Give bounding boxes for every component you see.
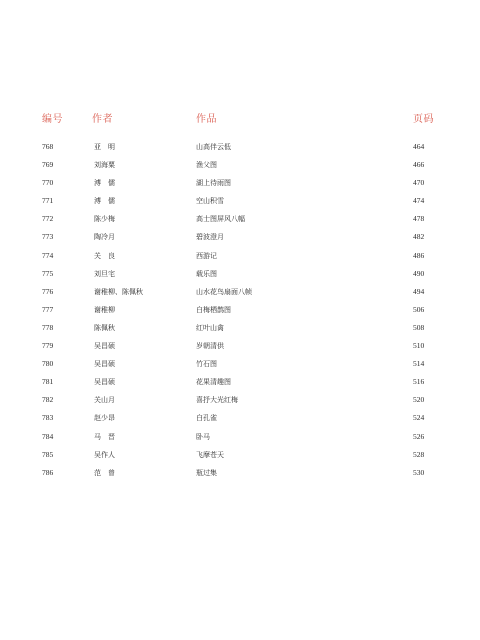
row-work: 湖上待雨图 bbox=[196, 179, 231, 188]
row-page: 508 bbox=[413, 322, 425, 332]
table-row bbox=[0, 287, 480, 305]
table-row bbox=[0, 178, 480, 196]
table-row bbox=[0, 269, 480, 287]
row-page: 510 bbox=[413, 341, 425, 351]
header-work: 作品 bbox=[196, 114, 217, 125]
row-author: 陈佩秋 bbox=[94, 323, 115, 332]
row-page: 514 bbox=[413, 359, 425, 369]
table-row bbox=[0, 341, 480, 359]
row-page: 526 bbox=[413, 431, 425, 441]
row-page: 486 bbox=[413, 250, 425, 260]
table-row bbox=[0, 196, 480, 214]
row-author: 马 晋 bbox=[94, 432, 115, 441]
row-number: 778 bbox=[42, 322, 54, 332]
row-page: 520 bbox=[413, 395, 425, 405]
table-row bbox=[0, 468, 480, 486]
row-page: 494 bbox=[413, 286, 425, 296]
row-number: 774 bbox=[42, 250, 54, 260]
table-header bbox=[0, 110, 480, 126]
row-author: 溥 儒 bbox=[94, 197, 115, 206]
row-work: 飞摩苍天 bbox=[196, 450, 224, 459]
row-number: 783 bbox=[42, 413, 54, 423]
row-author: 刘旦宅 bbox=[94, 269, 115, 278]
row-work: 竹石图 bbox=[196, 360, 217, 369]
row-work: 渔父图 bbox=[196, 161, 217, 170]
row-page: 490 bbox=[413, 268, 425, 278]
row-number: 784 bbox=[42, 431, 54, 441]
row-work: 空山积雪 bbox=[196, 197, 224, 206]
row-number: 770 bbox=[42, 178, 54, 188]
table-row bbox=[0, 377, 480, 395]
row-page: 528 bbox=[413, 449, 425, 459]
header-number: 编号 bbox=[42, 114, 63, 125]
row-work: 花果清趣图 bbox=[196, 378, 231, 387]
table-row bbox=[0, 142, 480, 160]
row-page: 478 bbox=[413, 214, 425, 224]
row-author: 刘海粟 bbox=[94, 161, 115, 170]
row-author: 吴作人 bbox=[94, 450, 115, 459]
row-page: 530 bbox=[413, 467, 425, 477]
row-work: 喜抒大光红梅 bbox=[196, 396, 238, 405]
row-author: 溥 儒 bbox=[94, 179, 115, 188]
row-page: 516 bbox=[413, 377, 425, 387]
row-author: 关山月 bbox=[94, 396, 115, 405]
row-work: 白孔雀 bbox=[196, 414, 217, 423]
row-work: 载乐图 bbox=[196, 269, 217, 278]
row-author: 陶冷月 bbox=[94, 233, 115, 242]
row-work: 瓶过集 bbox=[196, 468, 217, 477]
row-number: 776 bbox=[42, 286, 54, 296]
row-author: 亚 明 bbox=[94, 143, 115, 151]
row-number: 782 bbox=[42, 395, 54, 405]
row-work: 山高伴云低 bbox=[196, 143, 231, 151]
row-number: 769 bbox=[42, 160, 54, 170]
table-row bbox=[0, 232, 480, 250]
row-page: 506 bbox=[413, 304, 425, 314]
row-number: 775 bbox=[42, 268, 54, 278]
table-row bbox=[0, 214, 480, 232]
row-author: 范 曾 bbox=[94, 468, 115, 477]
row-page: 464 bbox=[413, 142, 425, 151]
row-author: 赵少昂 bbox=[94, 414, 115, 423]
table-row bbox=[0, 432, 480, 450]
row-work: 红叶山禽 bbox=[196, 323, 224, 332]
header-page: 页码 bbox=[413, 114, 434, 125]
row-page: 470 bbox=[413, 178, 425, 188]
row-author: 吴昌硕 bbox=[94, 360, 115, 369]
row-author: 谢稚柳、陈佩秋 bbox=[94, 287, 143, 296]
table-row bbox=[0, 251, 480, 269]
row-page: 524 bbox=[413, 413, 425, 423]
row-page: 474 bbox=[413, 196, 425, 206]
row-author: 陈少梅 bbox=[94, 215, 115, 224]
table-row bbox=[0, 323, 480, 341]
row-work: 卧马 bbox=[196, 432, 210, 441]
row-number: 771 bbox=[42, 196, 54, 206]
row-work: 白梅栖鹊图 bbox=[196, 305, 231, 314]
row-number: 773 bbox=[42, 232, 54, 242]
row-author: 谢稚柳 bbox=[94, 305, 115, 314]
row-number: 781 bbox=[42, 377, 54, 387]
row-number: 785 bbox=[42, 449, 54, 459]
row-number: 786 bbox=[42, 467, 54, 477]
table-row bbox=[0, 413, 480, 431]
row-author: 关 良 bbox=[94, 251, 115, 260]
row-work: 岁朝清供 bbox=[196, 342, 224, 351]
row-page: 466 bbox=[413, 160, 425, 170]
row-number: 779 bbox=[42, 341, 54, 351]
row-author: 吴昌硕 bbox=[94, 342, 115, 351]
row-number: 777 bbox=[42, 304, 54, 314]
table-row bbox=[0, 395, 480, 413]
row-number: 768 bbox=[42, 142, 54, 151]
header-author: 作者 bbox=[92, 114, 113, 125]
table-row bbox=[0, 305, 480, 323]
row-author: 吴昌硕 bbox=[94, 378, 115, 387]
row-work: 西游记 bbox=[196, 251, 217, 260]
row-work: 山水花鸟扇面八帧 bbox=[196, 287, 252, 296]
table-row bbox=[0, 359, 480, 377]
row-number: 780 bbox=[42, 359, 54, 369]
table-row bbox=[0, 450, 480, 468]
row-work: 碧波澄月 bbox=[196, 233, 224, 242]
row-page: 482 bbox=[413, 232, 425, 242]
row-work: 高士图屏风八幅 bbox=[196, 215, 245, 224]
table-body bbox=[0, 142, 480, 486]
table-row bbox=[0, 160, 480, 178]
row-number: 772 bbox=[42, 214, 54, 224]
